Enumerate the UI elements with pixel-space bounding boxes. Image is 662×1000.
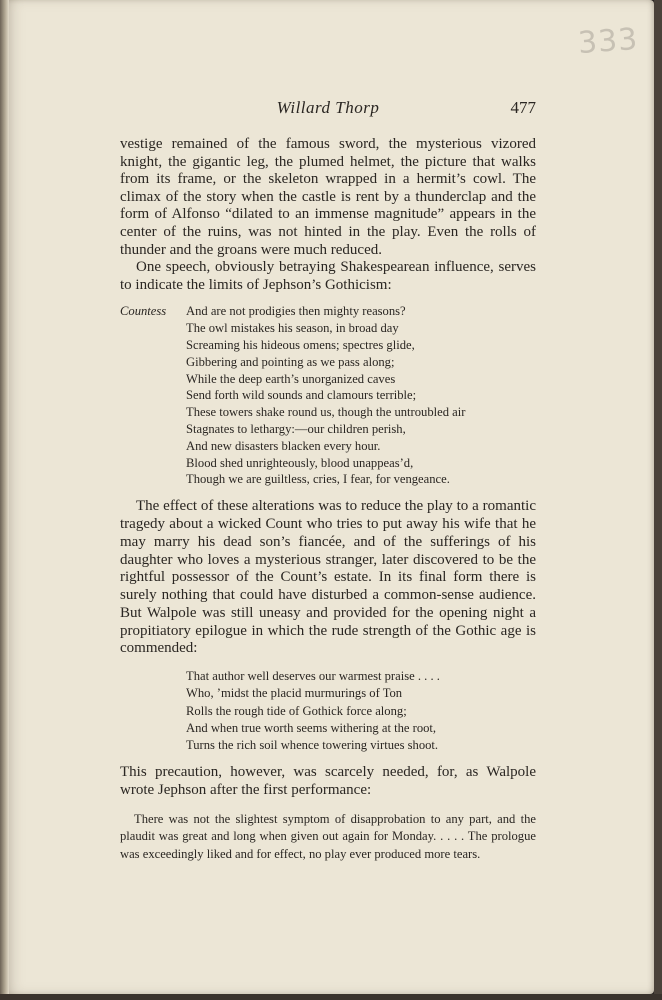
verse-line: The owl mistakes his season, in broad day <box>186 321 399 336</box>
verse-line: Though we are guiltless, cries, I fear, for vengeance. <box>186 472 450 487</box>
verse-line: Blood shed unrighteously, blood unappeas’d, <box>186 455 414 470</box>
paragraph-4: This precaution, however, was scarcely needed, for, as Walpole wrote Jephson after the first performance: <box>120 764 536 799</box>
letter-quotation-text: There was not the slightest symptom of disapprobation to any part, and the plaudit was great and long when given out again for Monday. . . . . The prologue was exceedingly liked and for effect, no play ever produced more tears. <box>120 811 536 861</box>
pencil-page-mark: 333 <box>576 21 640 62</box>
page-bottom-edge <box>0 994 662 1000</box>
verse-lines <box>186 303 536 488</box>
verse-line: Stagnates to lethargy:—our children perish, <box>186 421 406 436</box>
letter-quotation <box>120 811 536 863</box>
body-text <box>120 136 536 863</box>
epilogue-line: That author well deserves our warmest praise . . . . <box>186 669 440 684</box>
paragraph-2: One speech, obviously betraying Shakespearean influence, serves to indicate the limits of Jephson’s Gothicism: <box>120 259 536 293</box>
verse-speaker: Countess <box>120 304 167 319</box>
verse-line: These towers shake round us, though the untroubled air <box>186 405 466 420</box>
running-head <box>120 98 536 124</box>
verse-line: Gibbering and pointing as we pass along; <box>186 354 395 369</box>
epilogue-line: Who, ’midst the placid murmurings of Ton <box>186 686 403 701</box>
page-edge-shadow <box>654 0 662 1000</box>
running-head-author: Willard Thorp <box>276 98 380 117</box>
verse-line: And are not prodigies then mighty reasons? <box>186 304 406 319</box>
verse-line: Send forth wild sounds and clamours terrible; <box>186 388 417 403</box>
paragraph-1: vestige remained of the famous sword, the mysterious vizored knight, the gigantic leg, the plumed helmet, the picture that walks from its frame, or the skeleton wrapped in a hermit’s cowl. The climax of the story when the castle is rent by a thunderclap and the form of Alfonso “dilated to an immense magnitude” appears in the center of the ruins, was not hinted in the play. Even the rolls of thunder and the groans were much reduced. <box>120 136 536 258</box>
verse-quotation <box>120 303 536 488</box>
verse-line: While the deep earth’s unorganized caves <box>186 371 396 386</box>
verse-line: Screaming his hideous omens; spectres glide, <box>186 337 415 352</box>
epilogue-quotation <box>186 668 536 754</box>
epilogue-line: And when true worth seems withering at the root, <box>186 720 437 735</box>
book-spine-shadow <box>0 0 9 994</box>
paragraph-3: The effect of these alterations was to reduce the play to a romantic tragedy about a wicked Count who tries to put away his wife that he may marry his dead son’s fiancée, and of the sufferings of his daughter who loves a mysterious stranger, later discovered to be the rightful possessor of the Count’s estate. In its final form there is surely nothing that could have disturbed a common-sense audience. But Walpole was still uneasy and provided for the opening night a propitiatory epilogue in which the rude strength of the Gothic age is commended: <box>120 498 536 657</box>
epilogue-line: Rolls the rough tide of Gothick force along; <box>186 703 407 718</box>
epilogue-line: Turns the rich soil whence towering virtues shoot. <box>186 738 439 753</box>
page-number: 477 <box>510 98 536 117</box>
verse-line: And new disasters blacken every hour. <box>186 438 381 453</box>
